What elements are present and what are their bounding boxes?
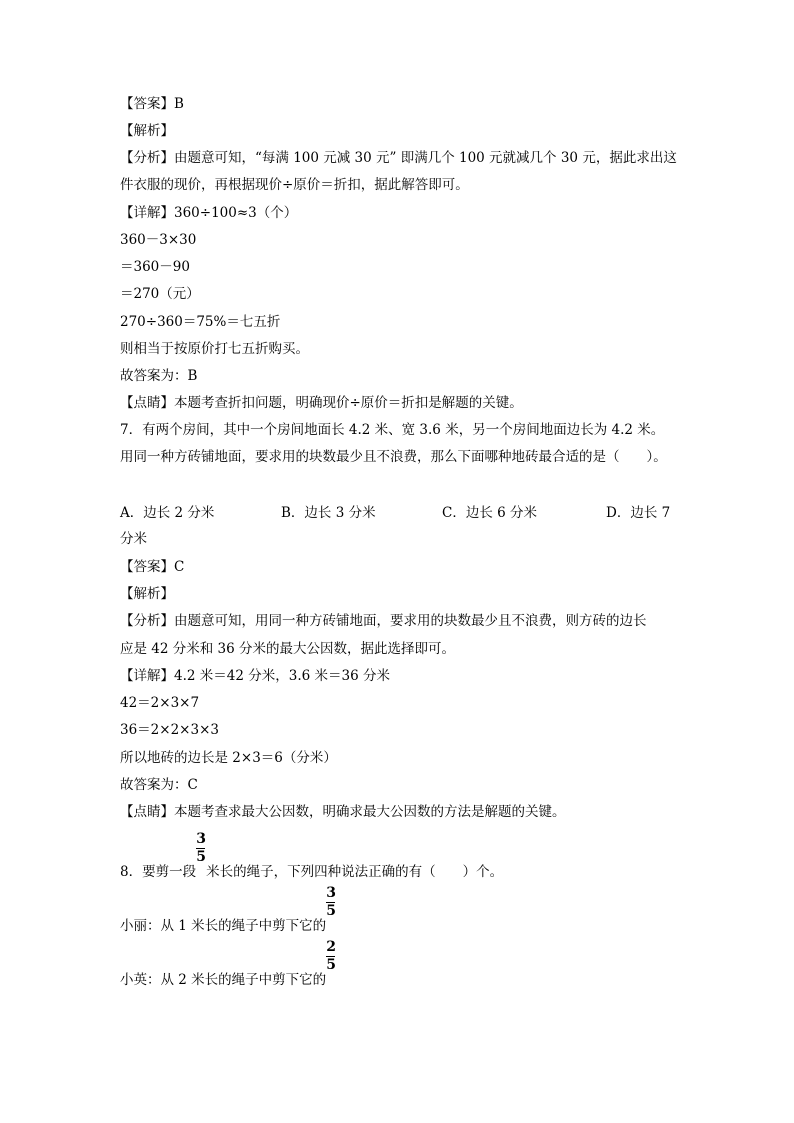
- q7-detail-line-4: 所以地砖的边长是 2×3＝6（分米）: [120, 750, 337, 766]
- q7-stem-line-2: 用同一种方砖铺地面，要求用的块数最少且不浪费，那么下面哪种地砖最合适的是（ ）。: [120, 449, 667, 465]
- q7-jiexi: 【解析】: [120, 586, 174, 602]
- q6-detail-line-4: ＝270（元）: [120, 286, 200, 302]
- q6-dianjing: 【点睛】本题考查折扣问题，明确现价÷原价＝折扣是解题的关键。: [120, 395, 523, 411]
- fraction-denominator: 5: [326, 957, 337, 973]
- q7-analysis-line-2: 应是 42 分米和 36 分米的最大公因数，据此选择即可。: [120, 641, 456, 657]
- q7-detail-line-1: 【详解】4.2 米＝42 分米，3.6 米＝36 分米: [120, 668, 390, 684]
- q8-xiaoying-statement: [120, 939, 337, 989]
- q6-jiexi: 【解析】: [120, 123, 174, 139]
- q8-xiaoying-text: 小英：从 2 米长的绳子中剪下它的: [120, 972, 327, 988]
- q6-detail-line-2: 360－3×30: [120, 232, 197, 248]
- q8-stem-post: 米长的绳子，下列四种说法正确的有（ ）个。: [206, 864, 504, 880]
- fraction-numerator: 3: [326, 885, 337, 901]
- q7-stem-line-1: 7．有两个房间，其中一个房间地面长 4.2 米、宽 3.6 米，另一个房间地面边长为 4.2 米。: [120, 422, 665, 438]
- q7-dianjing: 【点睛】本题考查求最大公因数，明确求最大公因数的方法是解题的关键。: [120, 804, 566, 820]
- q7-option-d-continued: 分米: [120, 531, 147, 547]
- q6-final-answer: 故答案为：B: [120, 368, 198, 384]
- q7-detail-line-3: 36＝2×2×3×3: [120, 722, 219, 738]
- q8-xiaoli-fraction: [326, 885, 337, 930]
- q6-analysis-line-2: 件衣服的现价，再根据现价÷原价＝折扣，据此解答即可。: [120, 177, 469, 193]
- q6-detail-line-6: 则相当于按原价打七五折购买。: [120, 341, 309, 357]
- q6-detail-line-3: ＝360－90: [120, 259, 190, 275]
- q8-xiaoli-statement: [120, 885, 337, 935]
- q8-stem: [120, 831, 504, 881]
- q6-answer: 【答案】B: [120, 96, 184, 112]
- q8-stem-pre: 8．要剪一段: [120, 864, 197, 880]
- fraction-numerator: 3: [196, 831, 206, 847]
- q7-option-b: B．边长 3 分米: [281, 505, 376, 521]
- q7-option-c: C．边长 6 分米: [442, 505, 538, 521]
- q6-analysis-line-1: 【分析】由题意可知，“每满 100 元减 30 元” 即满几个 100 元就减几个 30 元，据此求出这: [120, 150, 677, 166]
- q6-detail-line-5: 270÷360＝75%＝七五折: [120, 314, 281, 330]
- q8-xiaoli-text: 小丽：从 1 米长的绳子中剪下它的: [120, 918, 327, 934]
- q6-detail-line-1: 【详解】360÷100≈3（个）: [120, 205, 298, 221]
- q8-xiaoying-fraction: [326, 939, 337, 984]
- q7-detail-line-2: 42＝2×3×7: [120, 695, 200, 711]
- q7-analysis-line-1: 【分析】由题意可知，用同一种方砖铺地面，要求用的块数最少且不浪费，则方砖的边长: [120, 613, 647, 629]
- q7-option-a: A．边长 2 分米: [120, 505, 215, 521]
- q8-stem-fraction: [196, 831, 206, 876]
- fraction-denominator: 5: [326, 903, 337, 919]
- fraction-denominator: 5: [196, 849, 206, 865]
- q7-answer: 【答案】C: [120, 559, 185, 575]
- q7-option-d: D．边长 7: [606, 505, 671, 521]
- fraction-numerator: 2: [326, 939, 337, 955]
- q7-final-answer: 故答案为：C: [120, 777, 198, 793]
